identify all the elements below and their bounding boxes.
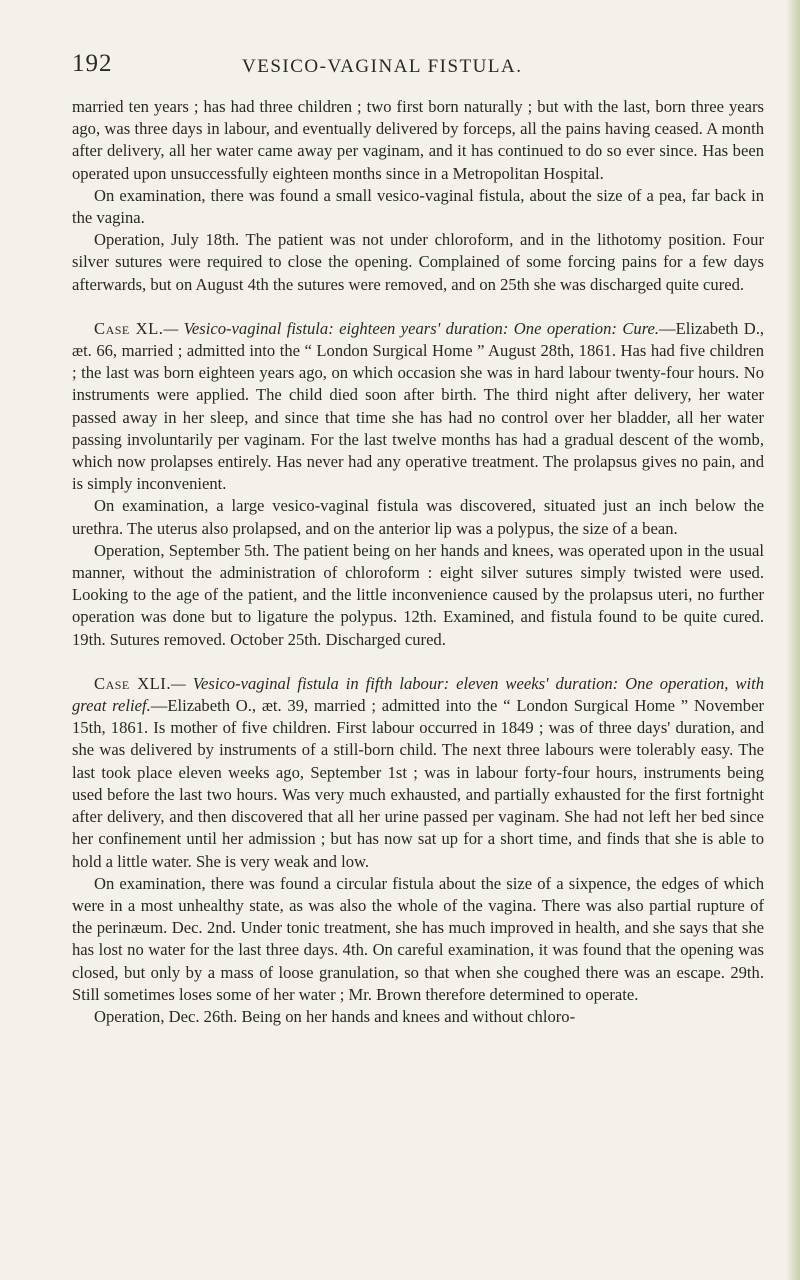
case-label: Case XLI. (94, 673, 171, 693)
paragraph-text: —Elizabeth O., æt. 39, married ; admitted into the “ London Surgical Home ” November 15th, 1861. Is mother of five children. First labour occurred in 1849 ; was of three days' duration, and she was delivered by instruments of a still-born child. The next three labours were tolerably easy. The last took place eleven weeks ago, September 1st ; was in labour forty-four hours, instruments being used before the last two hours. Was very much exhausted, and partially exhausted for the first fortnight after delivery, and then discovered that all her urine passed per vaginam. She had not left her bed since her confinement until her admission ; but has now sat up for a short time, and finds that she is able to hold a little water. She is very weak and low. (72, 696, 764, 871)
paragraph-continuation (72, 96, 764, 185)
paragraph-text: On examination, a large vesico-vaginal fistula was discovered, situated just an inch below the urethra. The uterus also prolapsed, and on the anterior lip was a polypus, the size of a bean. (72, 496, 764, 538)
case-title: — Vesico-vaginal fistula in fifth labour: eleven weeks' duration: One operation, with great relief. (72, 673, 764, 716)
paragraph-examination (72, 873, 764, 1006)
case-xli-paragraph (72, 673, 764, 873)
paragraph-operation (72, 540, 764, 651)
page-number: 192 (72, 50, 113, 77)
paragraph-examination (72, 495, 764, 539)
page-edge-shadow (786, 0, 800, 1280)
case-label: Case XL. (94, 318, 164, 338)
paragraph-text: Operation, September 5th. The patient being on her hands and knees, was operated upon in the usual manner, without the administration of chloroform : eight silver sutures simply twisted were used. Looking to the age of the patient, and the little inconvenience caused by the prolapsus uteri, no further operation was done but to ligature the polypus. 12th. Examined, and fistula found to be quite cured. 19th. Sutures removed. October 25th. Discharged cured. (72, 540, 764, 649)
body-text (72, 96, 764, 1028)
paragraph-examination (72, 185, 764, 229)
paragraph-operation (72, 229, 764, 296)
case-xl-paragraph (72, 318, 764, 496)
paragraph-text: married ten years ; has had three children ; two first born naturally ; but with the last, born three years ago, was three days in labour, and eventually delivered by forceps, all the pains having ceased. A month after delivery, all her water came away per vaginam, and it has continued to do so ever since. Has been operated upon unsuccessfully eighteen months since in a Metropolitan Hospital. (72, 97, 764, 183)
case-title: — Vesico-vaginal fistula: eighteen years' duration: One operation: Cure. (163, 318, 660, 338)
paragraph-text: On examination, there was found a small vesico-vaginal fistula, about the size of a pea, far back in the vagina. (72, 185, 764, 228)
paragraph-text: —Elizabeth D., æt. 66, married ; admitted into the “ London Surgical Home ” August 28th, 1861. Has had five children ; the last was born eighteen years ago, on which occasion she was in hard labour twenty-four hours. No instruments were applied. The child died soon after birth. The third night after delivery, her water passed away in her sleep, and since that time she has had no control over her bladder, all her water passing involuntarily per vaginam. For the last twelve months has had a gradual descent of the womb, which now prolapses entirely. Has never had any operative treatment. The prolapsus gives no pain, and is simply inconvenient. (72, 318, 764, 494)
paragraph-text: On examination, there was found a circular fistula about the size of a sixpence, the edges of which were in a most unhealthy state, as was also the whole of the vagina. There was also partial rupture of the perinæum. Dec. 2nd. Under tonic treatment, she has much improved in health, and she says that she has lost no water for the last three days. 4th. On careful examination, it was found that the opening was closed, but only by a mass of loose granulation, so that when she coughed there was an escape. 29th. Still sometimes loses some of her water ; Mr. Brown therefore determined to operate. (72, 873, 764, 1004)
running-head-title: VESICO-VAGINAL FISTULA. (242, 56, 523, 77)
paragraph-text: Operation, Dec. 26th. Being on her hands and knees and without chloro- (94, 1006, 576, 1026)
running-head (72, 50, 762, 84)
paragraph-operation (72, 1006, 764, 1028)
paragraph-text: Operation, July 18th. The patient was not under chloroform, and in the lithotomy position. Four silver sutures were required to close the opening. Complained of some forcing pains for a few days afterwards, but on August 4th the sutures were removed, and on 25th she was discharged quite cured. (72, 230, 764, 294)
